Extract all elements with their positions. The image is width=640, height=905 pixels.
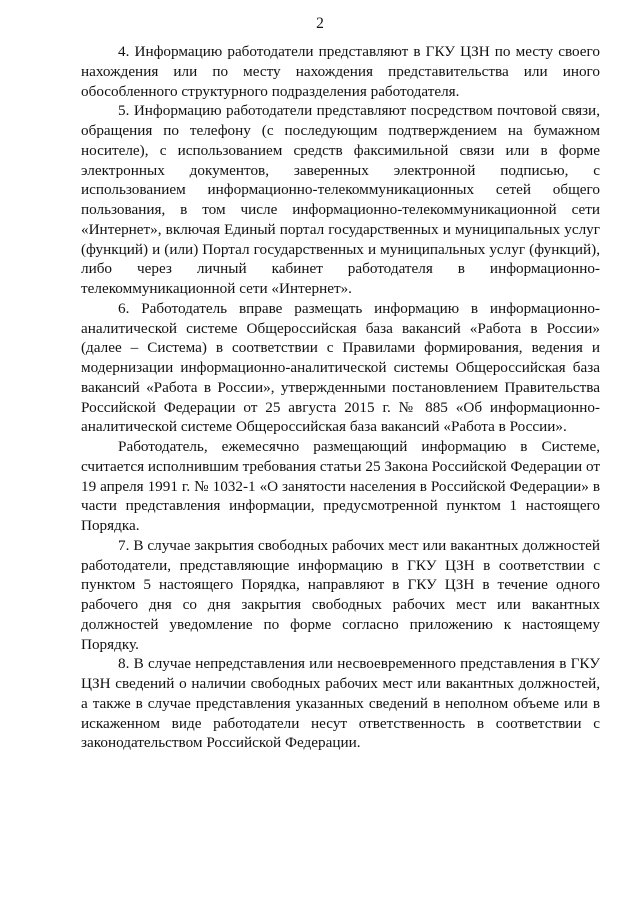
paragraph-6: 6. Работодатель вправе размещать информацию в информационно-аналитической системе Общероссийская база вакансий «Работа в России» (далее – Система) в соответствии с Правилами формирования, ведения и модернизации информационно-аналитической системы Общероссийская база вакансий «Работа в России», утвержденными постановлением Правительства Российской Федерации от 25 августа 2015 г. № 885 «Об информационно-аналитической системе Общероссийская база вакансий «Работа в России». bbox=[81, 299, 600, 436]
paragraph-5: 5. Информацию работодатели представляют посредством почтовой связи, обращения по телефону (с последующим подтверждением на бумажном носителе), с использованием средств факсимильной связи или в форме электронных документов, заверенных электронной подписью, с использованием информационно-телекоммуникационных сетей общего пользования, в том числе информационно-телекоммуникационной сети «Интернет», включая Единый портал государственных и муниципальных услуг (функций) и (или) Портал государственных и муниципальных услуг (функций), либо через личный кабинет работодателя в информационно-телекоммуникационной сети «Интернет». bbox=[81, 102, 600, 297]
paragraph-4: 4. Информацию работодатели представляют в ГКУ ЦЗН по месту своего нахождения или по месту нахождения представительства или иного обособленного структурного подразделения работодателя. bbox=[81, 43, 600, 100]
document-body bbox=[81, 42, 600, 753]
paragraph-7: 7. В случае закрытия свободных рабочих мест или вакантных должностей работодатели, представляющие информацию в ГКУ ЦЗН в соответствии с пунктом 5 настоящего Порядка, направляют в ГКУ ЦЗН в течение одного рабочего дня со дня закрытия свободных рабочих мест или вакантных должностей уведомление по форме согласно приложению к настоящему Порядку. bbox=[81, 536, 600, 653]
paragraph-8: 8. В случае непредставления или несвоевременного представления в ГКУ ЦЗН сведений о наличии свободных рабочих мест или вакантных должностей, а также в случае представления указанных сведений в неполном объеме или в искаженном виде работодатели несут ответственность в соответствии с законодательством Российской Федерации. bbox=[81, 655, 600, 752]
paragraph-6-continuation: Работодатель, ежемесячно размещающий информацию в Системе, считается исполнившим требования статьи 25 Закона Российской Федерации от 19 апреля 1991 г. № 1032-1 «О занятости населения в Российской Федерации» в части представления информации, предусмотренной пунктом 1 настоящего Порядка. bbox=[81, 438, 600, 534]
page-number: 2 bbox=[316, 15, 324, 32]
